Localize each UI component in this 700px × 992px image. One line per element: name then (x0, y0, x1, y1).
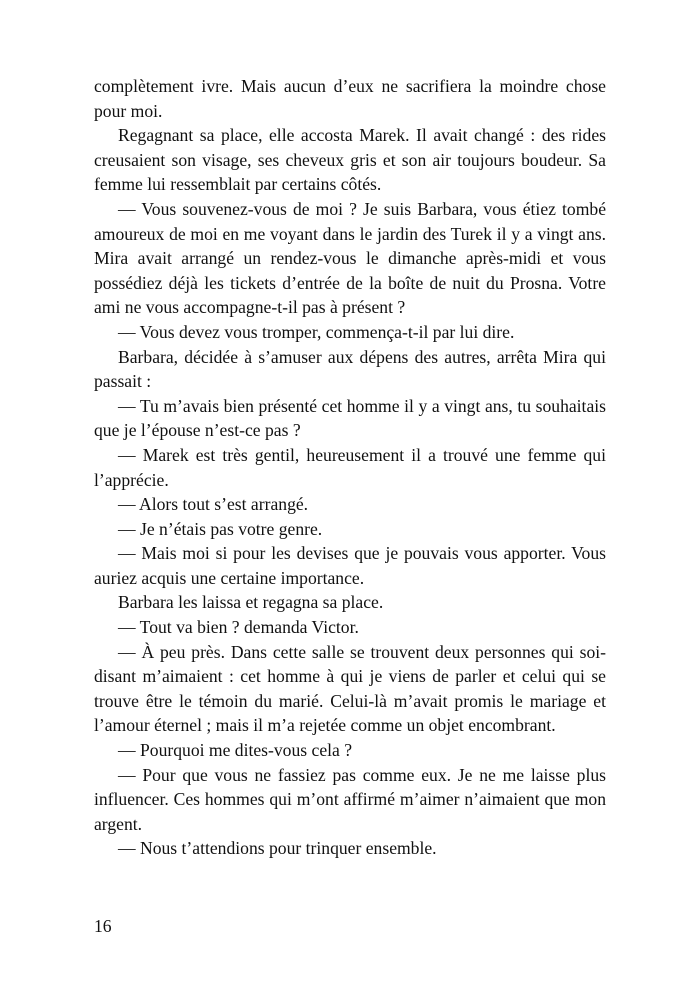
paragraph: Regagnant sa place, elle accosta Marek. Il avait changé : des rides creusaient son visage, ses cheveux gris et son air toujours boudeur. Sa femme lui ressemblait par certains côtés. (94, 125, 606, 195)
paragraph: — Mais moi si pour les devises que je pouvais vous apporter. Vous auriez acquis une certaine importance. (94, 543, 606, 588)
paragraph: Barbara, décidée à s’amuser aux dépens des autres, arrêta Mira qui passait : (94, 346, 606, 392)
paragraph: — Tu m’avais bien présenté cet homme il y a vingt ans, tu souhaitais que je l’épouse n’est-ce pas ? (94, 395, 606, 441)
paragraph: — Tout va bien ? demanda Victor. (118, 617, 359, 638)
paragraph: — Je n’étais pas votre genre. (118, 518, 323, 539)
paragraph: — Alors tout s’est arrangé. (118, 494, 309, 515)
paragraph: Barbara les laissa et regagna sa place. (118, 592, 384, 613)
paragraph: — Pour que vous ne fassiez pas comme eux. Je ne me laisse plus influencer. Ces hommes qui m’ont affirmé m’aimer n’aimaient que mon argent. (94, 764, 606, 834)
page-number: 16 (94, 916, 112, 936)
paragraph: — À peu près. Dans cette salle se trouvent deux personnes qui soi-disant m’aimaient : cet homme à qui je viens de parler et celui qui se trouve être le témoin du marié. Celui-là m’avait promis le mariage et l’amour éternel ; mais il m’a rejetée comme un objet encombrant. (94, 641, 606, 736)
paragraph: — Vous souvenez-vous de moi ? Je suis Barbara, vous étiez tombé amoureux de moi en me voyant dans le jardin des Turek il y a vingt ans. Mira avait arrangé un rendez-vous le dimanche après-midi et vous possédiez déjà les tickets d’entrée de la boîte de nuit du Prosna. Votre ami ne vous accompagne-t-il pas à présent ? (94, 198, 606, 318)
body-text (94, 74, 606, 861)
paragraph: — Pourquoi me dites-vous cela ? (118, 740, 353, 761)
paragraph: — Marek est très gentil, heureusement il a trouvé une femme qui l’apprécie. (94, 444, 606, 490)
paragraph: — Vous devez vous tromper, commença-t-il par lui dire. (118, 321, 515, 342)
paragraph: — Nous t’attendions pour trinquer ensemble. (118, 838, 437, 859)
paragraph: complètement ivre. Mais aucun d’eux ne sacrifiera la moindre chose pour moi. (94, 76, 606, 121)
